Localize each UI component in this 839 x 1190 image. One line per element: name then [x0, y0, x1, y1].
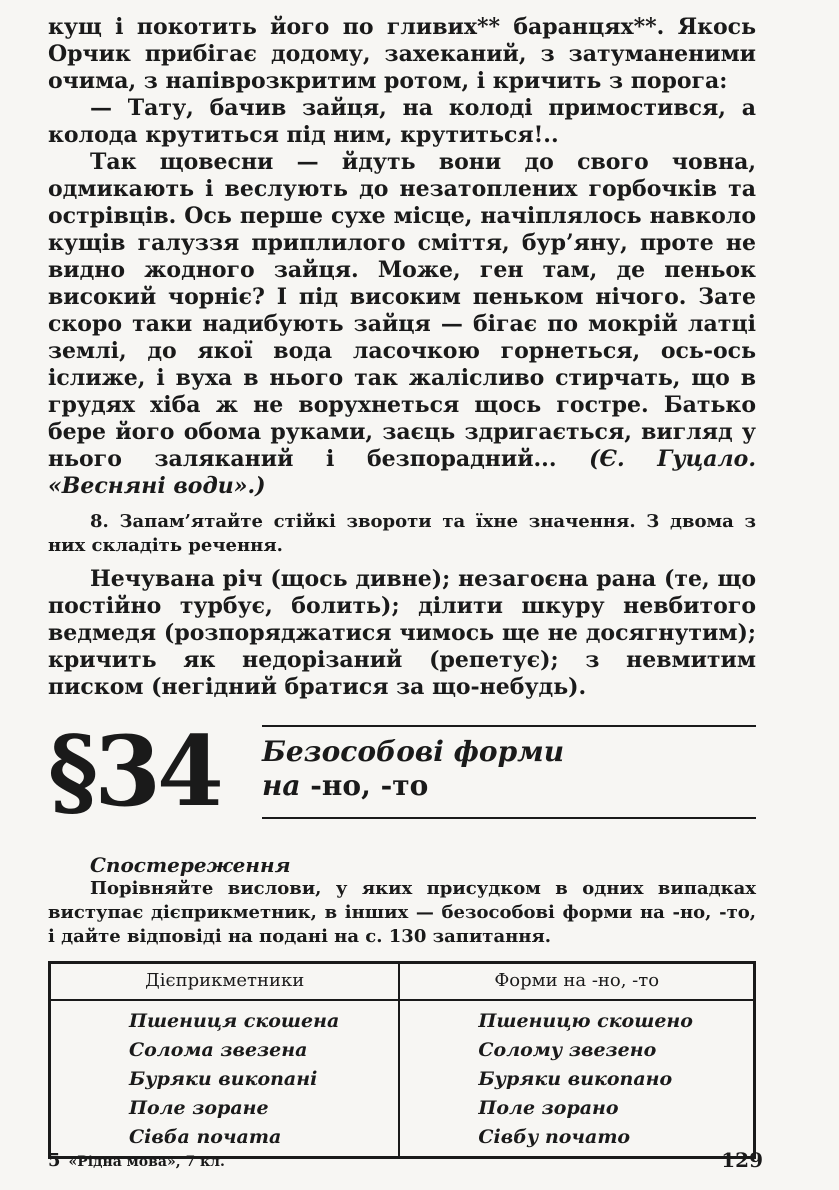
page-number: 129: [721, 1148, 763, 1172]
table-cell: Буряки викопані: [129, 1068, 318, 1090]
table-row: [50, 1094, 755, 1123]
table-cell: Поле зорано: [399, 1094, 754, 1123]
citation: (Є. Гуцало. «Весняні води».): [48, 446, 756, 499]
section-title-line-2: [262, 769, 564, 803]
table-cell: Буряки викопано: [399, 1065, 754, 1094]
signature-number: 5: [48, 1150, 61, 1171]
table-row: [50, 1065, 755, 1094]
table-row: [50, 1036, 755, 1065]
section-title-word: на: [262, 769, 301, 802]
paragraph-3-text: Так щовесни — йдуть вони до свого човна, одмикають і веслують до незатоплених горбочків та острівців. Ось перше сухе місце, начіплялось навколо кущів галуззя приплилого сміття, бур’яну, проте не видно жодного зайця. Може, ген там, де пеньок високий чорніє? І під високим пеньком нічого. Зате скоро таки надибують зайця — бігає по мокрій латці землі, до якої вода ласочкою горнеться, ось-ось іслиже, і вуха в нього так жалісливо стирчать, що в грудях хіба ж не ворухнеться щось гостре. Батько бере його обома руками, заєць здригається, вигляд у нього заляканий і безпорадний...: [48, 149, 756, 472]
section-rule-top: [262, 725, 756, 727]
idioms-paragraph: Нечувана річ (щось дивне); незагоєна рана (те, що постійно турбує, болить); ділити шкуру невбитого ведмедя (розпоряджатися чимось ще не досягнутим); кричить як недорізаний (репетує); з невмитим писком (негідний братися за що-небудь).: [48, 566, 756, 700]
table-cell: Пшеницю скошено: [399, 1000, 754, 1036]
observation-text: Порівняйте вислови, у яких присудком в одних випадках виступає дієприкметник, в інших — безособові форми на -но, -то, і дайте відповіді на подані на с. 130 запитання.: [48, 878, 756, 947]
paragraph-1: кущ і покотить його по гливих** баранцях**. Якось Орчик прибігає додому, захеканий, з затуманеними очима, з напіврозкритим ротом, і кричить з порога:: [48, 14, 756, 94]
table-cell: Сівбу почато: [399, 1123, 754, 1158]
section-rule-bottom: [262, 817, 756, 819]
section-title-suffix: -но, -то: [300, 769, 429, 802]
table-cell: Пшениця скошена: [129, 1010, 340, 1032]
table-cell: Солома звезена: [129, 1039, 308, 1061]
table-header-forms: Форми на -но, -то: [399, 963, 754, 1001]
table-cell: Сівба почата: [129, 1126, 282, 1148]
task-text: Запам’ятайте стійкі звороти та їхне значення. З двома з них складіть речення.: [48, 511, 756, 556]
paragraph-2: — Тату, бачив зайця, на колоді примостився, а колода крутиться під ним, крутиться!..: [48, 95, 756, 148]
table-cell: Солому звезено: [399, 1036, 754, 1065]
section-title: [262, 735, 564, 803]
comparison-table: [48, 961, 756, 1159]
table-cell: Поле зоране: [129, 1097, 269, 1119]
table-header-participles: Дієприкметники: [50, 963, 400, 1001]
task-number: 8.: [90, 511, 109, 532]
table-row: [50, 1000, 755, 1036]
section-header: [48, 715, 756, 843]
page-footer: [48, 1150, 763, 1174]
page-content: [48, 14, 756, 1159]
section-title-line-1: Безособові форми: [262, 735, 565, 768]
book-title: «Рідна мова», 7 кл.: [68, 1154, 225, 1170]
observation-heading: Спостереження: [90, 853, 291, 877]
section-number: §34: [48, 715, 220, 828]
task-8: [48, 510, 756, 558]
footer-signature: [48, 1150, 225, 1171]
paragraph-3: [48, 149, 756, 500]
table-header-row: [50, 963, 755, 1001]
